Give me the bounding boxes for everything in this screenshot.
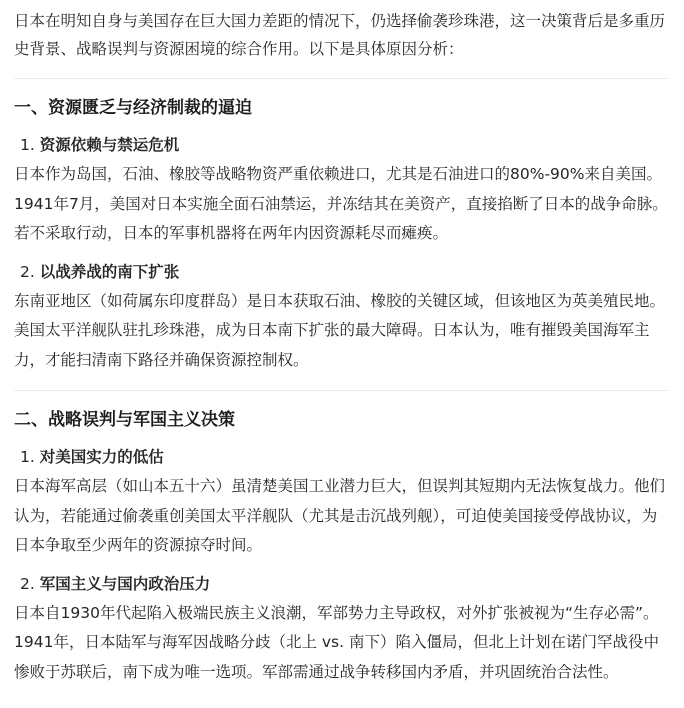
subsection-body: 东南亚地区（如荷属东印度群岛）是日本获取石油、橡胶的关键区域，但该地区为英美殖民地。美国太平洋舰队驻扎珍珠港，成为日本南下扩张的最大障碍。日本认为，唯有摧毁美国海军主力，才能扫清南下路径并确保资源控制权。 — [14, 291, 666, 369]
subsection-1-1 — [14, 132, 668, 249]
subsection-1-2 — [14, 259, 668, 376]
subsection-number: 2. — [20, 262, 35, 281]
subsection-title: 军国主义与国内政治压力 — [39, 574, 211, 593]
section-2 — [14, 407, 668, 687]
subsection-body: 日本自1930年代起陷入极端民族主义浪潮，军部势力主导政权，对外扩张被视为“生存必需”。1941年，日本陆军与海军因战略分歧（北上 vs. 南下）陷入僵局，但北上计划在诺门罕战役中惨败于苏联后，南下成为唯一选项。军部需通过战争转移国内矛盾，并巩固统治合法性。 — [14, 603, 659, 681]
divider — [14, 390, 668, 391]
subsection-2-1 — [14, 444, 668, 561]
subsection-title: 资源依赖与禁运危机 — [39, 136, 180, 154]
section-1 — [14, 95, 668, 375]
subsection-number: 2. — [20, 574, 35, 593]
subsection-title: 对美国实力的低估 — [39, 448, 164, 466]
subsection-heading — [20, 571, 668, 597]
divider — [14, 78, 668, 79]
subsection-heading — [20, 259, 668, 285]
subsection-body: 日本海军高层（如山本五十六）虽清楚美国工业潜力巨大，但误判其短期内无法恢复战力。他们认为，若能通过偷袭重创美国太平洋舰队（尤其是击沉战列舰），可迫使美国接受停战协议，为日本争取至少两年的资源掠夺时间。 — [14, 477, 666, 554]
subsection-heading — [20, 132, 668, 158]
subsection-heading — [20, 444, 668, 470]
subsection-number: 1. — [20, 448, 35, 466]
section-heading: 一、资源匮乏与经济制裁的逼迫 — [14, 98, 252, 118]
subsection-2-2 — [14, 571, 668, 688]
subsection-body: 日本作为岛国，石油、橡胶等战略物资严重依赖进口，尤其是石油进口的80%-90%来自美国。1941年7月，美国对日本实施全面石油禁运，并冻结其在美资产，直接掐断了日本的战争命脉。若不采取行动，日本的军事机器将在两年内因资源耗尽而瘫痪。 — [14, 165, 668, 242]
intro-paragraph: 日本在明知自身与美国存在巨大国力差距的情况下，仍选择偷袭珍珠港，这一决策背后是多重历史背景、战略误判与资源困境的综合作用。以下是具体原因分析： — [14, 12, 666, 58]
section-heading: 二、战略误判与军国主义决策 — [14, 410, 235, 430]
subsection-title: 以战养战的南下扩张 — [39, 262, 180, 281]
subsection-number: 1. — [20, 136, 35, 154]
